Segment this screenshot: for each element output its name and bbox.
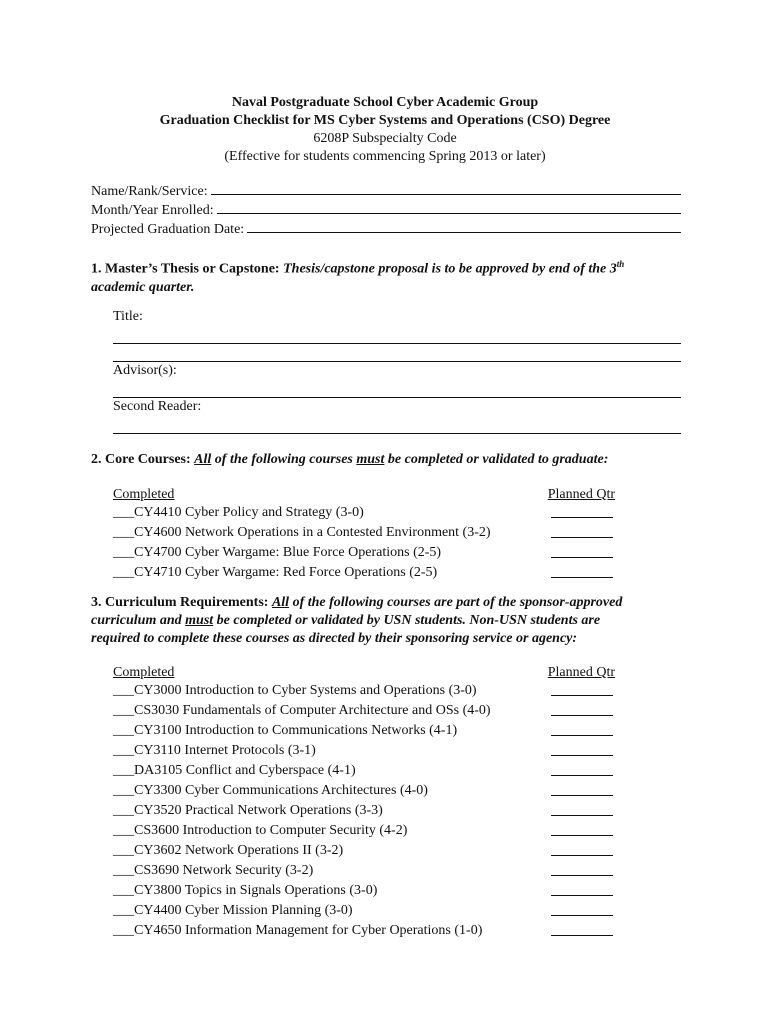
course-row[interactable] [113,922,613,942]
section2-label: Core Courses: [105,452,191,467]
section3-all: All [271,595,290,610]
section2-must: must [356,452,385,467]
course-row[interactable] [113,702,613,722]
course-row[interactable] [113,822,613,842]
thesis-title-line-2[interactable] [113,344,681,362]
course-label: ___DA3105 Conflict and Cyberspace (4-1) [113,763,356,778]
course-label: ___CS3600 Introduction to Computer Security (4-2) [113,823,408,838]
planned-qtr-line[interactable] [551,862,613,876]
month-year-enrolled-line[interactable] [217,201,681,214]
advisor-line[interactable] [113,380,681,398]
course-label: ___CY3800 Topics in Signals Operations (3-0) [113,883,378,898]
planned-qtr-line[interactable] [551,524,613,538]
checklist-title: Graduation Checklist for MS Cyber Systems and Operations (CSO) Degree [159,113,611,128]
section3-text1: of the following courses are part of the sponsor-approved [289,595,623,610]
planned-qtr-line[interactable] [551,722,613,736]
course-row[interactable] [113,762,613,782]
second-reader-label: Second Reader: [113,399,202,414]
course-label: ___CS3690 Network Security (3-2) [113,863,314,878]
month-year-enrolled-label: Month/Year Enrolled: [91,203,214,218]
thesis-block [113,308,681,434]
planned-qtr-header: Planned Qtr [547,487,615,502]
curriculum-courses-header-row [113,664,613,682]
institution-title: Naval Postgraduate School Cyber Academic Group [231,95,539,110]
course-label: ___CY4410 Cyber Policy and Strategy (3-0) [113,505,364,520]
section1-note: Thesis/capstone proposal is to be approved by end of the 3 [283,261,617,277]
course-label: ___CY3300 Cyber Communications Architectures (4-0) [113,783,428,798]
completed-header: Completed [113,487,175,502]
planned-qtr-line[interactable] [551,882,613,896]
course-row[interactable] [113,504,613,524]
section2-number: 2. [91,452,102,467]
section3-number: 3. [91,595,102,610]
subspecialty-code: 6208P Subspecialty Code [313,131,457,146]
effective-note: (Effective for students commencing Spring 2013 or later) [224,149,546,164]
course-label: ___CY4600 Network Operations in a Contested Environment (3-2) [113,525,491,540]
course-row[interactable] [113,782,613,802]
core-courses-header-row [113,486,613,504]
section3-text2a: curriculum and [91,613,186,628]
planned-qtr-line[interactable] [551,544,613,558]
course-label: ___CY4710 Cyber Wargame: Red Force Operations (2-5) [113,565,438,580]
curriculum-courses-table [113,664,613,942]
month-year-enrolled-field[interactable] [91,201,681,220]
section2-all: All [194,452,212,467]
section2-tail: be completed or validated to graduate: [384,452,609,467]
section3-text2b: be completed or validated by USN students. Non-USN students are [213,613,601,628]
course-row[interactable] [113,524,613,544]
planned-qtr-line[interactable] [551,564,613,578]
course-label: ___CY4650 Information Management for Cyber Operations (1-0) [113,923,483,938]
course-row[interactable] [113,742,613,762]
document-header [0,94,770,166]
section3-must: must [185,613,214,628]
course-label: ___CY4400 Cyber Mission Planning (3-0) [113,903,353,918]
course-row[interactable] [113,722,613,742]
projected-graduation-field[interactable] [91,220,681,239]
course-label: ___CY3520 Practical Network Operations (3-3) [113,803,383,818]
core-courses-table [113,486,613,584]
section1-sup: th [616,259,625,269]
course-label: ___CY3602 Network Operations II (3-2) [113,843,344,858]
section3-heading [91,594,681,648]
section3-label: Curriculum Requirements: [105,595,269,610]
planned-qtr-line[interactable] [551,742,613,756]
planned-qtr-line[interactable] [551,822,613,836]
projected-graduation-line[interactable] [247,220,681,233]
thesis-title-line-1[interactable] [113,326,681,344]
planned-qtr-line[interactable] [551,802,613,816]
planned-qtr-line[interactable] [551,842,613,856]
course-label: ___CY4700 Cyber Wargame: Blue Force Operations (2-5) [113,545,442,560]
name-rank-service-line[interactable] [211,182,681,195]
planned-qtr-line[interactable] [551,902,613,916]
planned-qtr-line[interactable] [551,762,613,776]
thesis-title-label: Title: [113,309,143,324]
course-row[interactable] [113,682,613,702]
advisor-label: Advisor(s): [113,363,177,378]
planned-qtr-line[interactable] [551,782,613,796]
completed-header: Completed [113,665,175,680]
course-label: ___CS3030 Fundamentals of Computer Architecture and OSs (4-0) [113,703,491,718]
projected-graduation-label: Projected Graduation Date: [91,222,245,237]
name-rank-service-label: Name/Rank/Service: [91,184,208,199]
name-rank-service-field[interactable] [91,182,681,201]
section2-heading [91,451,681,469]
course-label: ___CY3000 Introduction to Cyber Systems and Operations (3-0) [113,683,477,698]
course-row[interactable] [113,544,613,564]
section1-label: Master’s Thesis or Capstone: [105,261,280,277]
course-row[interactable] [113,842,613,862]
section1-number: 1. [91,261,102,277]
planned-qtr-line[interactable] [551,702,613,716]
planned-qtr-header: Planned Qtr [547,665,615,680]
section1-heading [91,255,681,297]
section2-mid: of the following courses [211,452,357,467]
section1-note2: academic quarter. [91,279,195,295]
course-row[interactable] [113,902,613,922]
planned-qtr-line[interactable] [551,682,613,696]
planned-qtr-line[interactable] [551,504,613,518]
course-row[interactable] [113,862,613,882]
course-label: ___CY3110 Internet Protocols (3-1) [113,743,316,758]
student-info-fields [91,182,681,239]
course-row[interactable] [113,882,613,902]
planned-qtr-line[interactable] [551,922,613,936]
course-label: ___CY3100 Introduction to Communications Networks (4-1) [113,723,458,738]
second-reader-line[interactable] [113,416,681,434]
course-row[interactable] [113,802,613,822]
section3-text3: required to complete these courses as directed by their sponsoring service or agency: [91,631,578,646]
course-row[interactable] [113,564,613,584]
